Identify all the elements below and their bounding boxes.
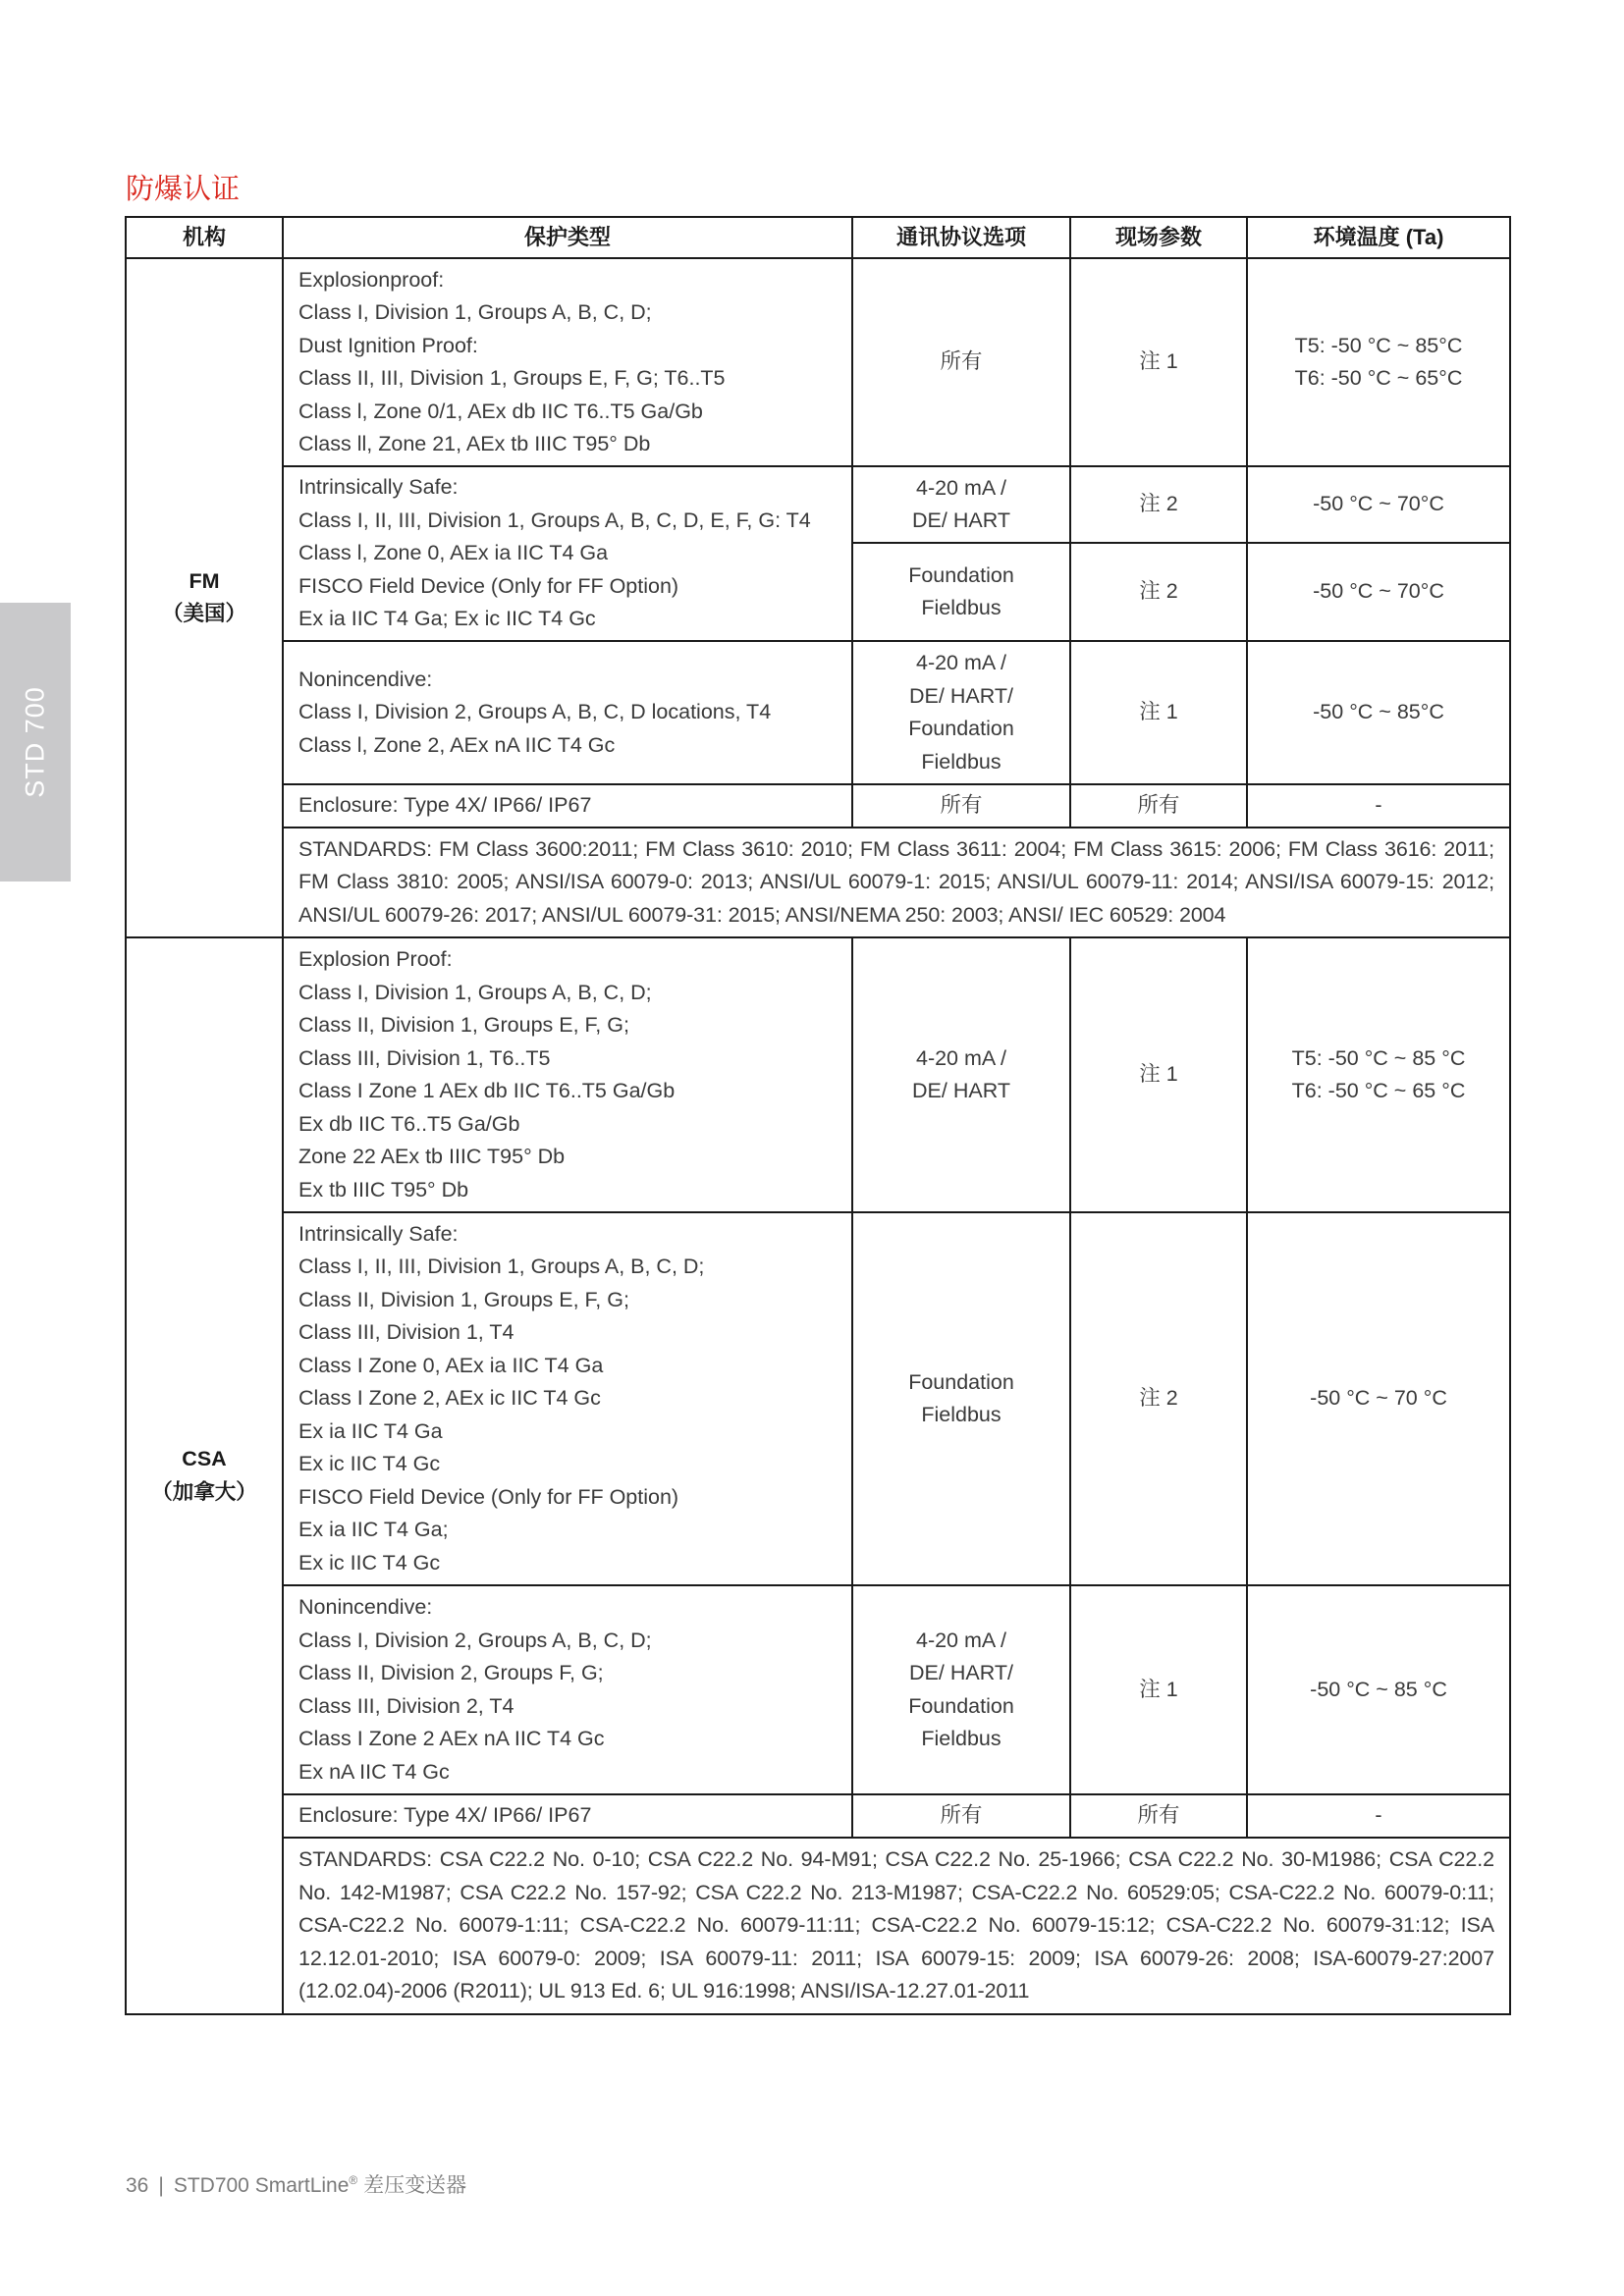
- temp-cell: -50 °C ~ 85°C: [1247, 641, 1510, 784]
- protection-line: Class I, Division 1, Groups A, B, C, D;: [298, 980, 652, 1004]
- header-ambient-temp: 环境温度 (Ta): [1247, 217, 1510, 258]
- protection-line: Explosion Proof:: [298, 947, 453, 971]
- standards-csa: STANDARDS: CSA C22.2 No. 0-10; CSA C22.2 No. 94-M91; CSA C22.2 No. 25-1966; CSA C22.2 No. 30-M1986; CSA C22.2 No. 142-M1987; CSA C22.2 No. 157-92; CSA C22.2 No. 213-M1987; CSA-C22.2 No. 60529:05; CSA-C22.2 No. 60079-0:11; CSA-C22.2 No. 60079-1:11; CSA-C22.2 No. 60079-11:11; CSA-C22.2 No. 60079-15:12; CSA-C22.2 No. 60079-31:12; ISA 12.12.01-2010; ISA 60079-0: 2009; ISA 60079-11: 2011; ISA 60079-15: 2009; ISA 60079-26: 2008; ISA-60079-27:2007 (12.02.04)-2006 (R2011); UL 913 Ed. 6; UL 916:1998; ANSI/ISA-12.27.01-2011: [283, 1838, 1510, 2014]
- field-cell: 注 1: [1070, 258, 1247, 466]
- table-row: [126, 784, 1510, 828]
- protection-line: Class I Zone 1 AEx db IIC T6..T5 Ga/Gb: [298, 1079, 676, 1102]
- protection-line: Class I, II, III, Division 1, Groups A, B, C, D;: [298, 1255, 705, 1279]
- table-row: [126, 641, 1510, 784]
- protocol-line: Foundation: [908, 1693, 1014, 1718]
- temp-cell: -50 °C ~ 85 °C: [1247, 1585, 1510, 1794]
- protection-line: Zone 22 AEx tb IIIC T95° Db: [298, 1145, 566, 1168]
- protocol-line: DE/ HART/: [909, 683, 1013, 708]
- agency-fm: [126, 258, 283, 937]
- protection-line: Explosionproof:: [298, 267, 445, 292]
- table-row: [126, 1585, 1510, 1794]
- protection-line: Nonincendive:: [298, 1595, 433, 1619]
- protocol-cell: [852, 937, 1070, 1212]
- temp-cell: -: [1247, 784, 1510, 828]
- protection-line: Class I, Division 2, Groups A, B, C, D;: [298, 1628, 652, 1652]
- protection-line: Ex nA IIC T4 Gc: [298, 1759, 450, 1784]
- table-row: [126, 466, 1510, 543]
- protection-line: Ex ia IIC T4 Ga;: [298, 1518, 449, 1542]
- protocol-line: Fieldbus: [921, 1403, 1001, 1426]
- agency-region: （加拿大）: [151, 1479, 257, 1504]
- protection-line: Class I, Division 1, Groups A, B, C, D;: [298, 300, 652, 324]
- temp-line: T5: -50 °C ~ 85°C: [1294, 333, 1463, 357]
- protection-line: Ex ia IIC T4 Ga: [298, 1418, 443, 1443]
- protocol-cell: [852, 1212, 1070, 1585]
- protocol-line: Fieldbus: [921, 749, 1001, 774]
- temp-line: T6: -50 °C ~ 65°C: [1294, 366, 1463, 390]
- agency-name: FM: [189, 568, 220, 593]
- agency-name: CSA: [182, 1447, 227, 1470]
- table-row: [126, 1838, 1510, 2014]
- protection-line: Class I, II, III, Division 1, Groups A, B, C, D, E, F, G: T4: [298, 507, 811, 532]
- protection-line: Class III, Division 1, T4: [298, 1320, 514, 1345]
- protocol-line: Foundation: [908, 1369, 1014, 1394]
- field-cell: 注 1: [1070, 1585, 1247, 1794]
- protection-intrinsic: [283, 466, 852, 641]
- header-protocol: 通讯协议选项: [852, 217, 1070, 258]
- protection-line: Class l, Zone 0/1, AEx db IIC T6..T5 Ga/Gb: [298, 399, 703, 423]
- field-cell: 注 2: [1070, 1212, 1247, 1585]
- footer-product-suffix: 差压变送器: [357, 2174, 467, 2197]
- protection-line: Intrinsically Safe:: [298, 475, 459, 500]
- protection-line: Class II, III, Division 1, Groups E, F, G; T6..T5: [298, 366, 726, 390]
- temp-cell: -: [1247, 1794, 1510, 1838]
- protocol-cell: [852, 543, 1070, 641]
- protocol-line: 4-20 mA /: [915, 651, 1006, 674]
- certification-table: [125, 216, 1511, 2015]
- field-cell: 所有: [1070, 1794, 1247, 1838]
- temp-cell: -50 °C ~ 70 °C: [1247, 1212, 1510, 1585]
- standards-fm: STANDARDS: FM Class 3600:2011; FM Class 3610: 2010; FM Class 3611: 2004; FM Class 3615: 2006; FM Class 3616: 2011; FM Class 3810: 2005; ANSI/ISA 60079-0: 2013; ANSI/UL 60079-1: 2015; ANSI/UL 60079-11: 2014; ANSI/ISA 60079-15: 2012; ANSI/UL 60079-26: 2017; ANSI/UL 60079-31: 2015; ANSI/NEMA 250: 2003; ANSI/ IEC 60529: 2004: [283, 828, 1510, 937]
- temp-line: T6: -50 °C ~ 65 °C: [1291, 1079, 1466, 1102]
- protocol-line: DE/ HART: [912, 1079, 1010, 1102]
- protocol-cell: [852, 1585, 1070, 1794]
- protection-line: Class II, Division 1, Groups E, F, G;: [298, 1287, 629, 1311]
- protection-line: Class I Zone 2, AEx ic IIC T4 Gc: [298, 1386, 601, 1411]
- header-agency: 机构: [126, 217, 283, 258]
- table-row: [126, 828, 1510, 937]
- agency-csa: [126, 937, 283, 2014]
- protocol-cell: 所有: [852, 1794, 1070, 1838]
- temp-cell: [1247, 258, 1510, 466]
- enclosure-cell: Enclosure: Type 4X/ IP66/ IP67: [283, 1794, 852, 1838]
- section-title: 防爆认证: [126, 174, 241, 205]
- page-footer: [126, 2169, 466, 2199]
- protection-nonincendive: [283, 1585, 852, 1794]
- protection-line: Class l, Zone 0, AEx ia IIC T4 Ga: [298, 541, 609, 565]
- protection-line: Ex ic IIC T4 Gc: [298, 1452, 441, 1476]
- table-row: [126, 1794, 1510, 1838]
- protocol-line: 4-20 mA /: [915, 1628, 1006, 1652]
- protection-intrinsic: [283, 1212, 852, 1585]
- protection-line: Ex ia IIC T4 Ga; Ex ic IIC T4 Gc: [298, 607, 596, 631]
- enclosure-cell: Enclosure: Type 4X/ IP66/ IP67: [283, 784, 852, 828]
- registered-mark: ®: [349, 2173, 358, 2187]
- protocol-line: DE/ HART/: [909, 1661, 1013, 1684]
- field-cell: 注 1: [1070, 937, 1247, 1212]
- protection-line: Class I Zone 0, AEx ia IIC T4 Ga: [298, 1353, 604, 1377]
- temp-cell: [1247, 937, 1510, 1212]
- protection-line: Class III, Division 1, T6..T5: [298, 1045, 551, 1070]
- protocol-cell: [852, 466, 1070, 543]
- protection-line: Ex db IIC T6..T5 Ga/Gb: [298, 1111, 520, 1136]
- protection-line: Nonincendive:: [298, 667, 433, 691]
- agency-region: （美国）: [161, 602, 246, 625]
- table-header-row: [126, 217, 1510, 258]
- field-cell: 注 1: [1070, 641, 1247, 784]
- page-number: 36: [126, 2174, 149, 2197]
- protection-explosionproof: [283, 937, 852, 1212]
- protocol-line: 4-20 mA /: [915, 475, 1006, 500]
- protocol-cell: 所有: [852, 258, 1070, 466]
- protection-line: Class l, Zone 2, AEx nA IIC T4 Gc: [298, 732, 616, 757]
- protection-line: Class II, Division 2, Groups F, G;: [298, 1661, 604, 1684]
- side-tab: [0, 603, 71, 881]
- protection-line: Ex tb IIIC T95° Db: [298, 1177, 469, 1201]
- table-row: [126, 258, 1510, 466]
- temp-line: T5: -50 °C ~ 85 °C: [1291, 1045, 1466, 1070]
- field-cell: 注 2: [1070, 543, 1247, 641]
- protection-line: Class ll, Zone 21, AEx tb IIIC T95° Db: [298, 432, 651, 455]
- protocol-line: Foundation: [908, 562, 1014, 587]
- protocol-line: Foundation: [908, 717, 1014, 740]
- footer-separator: |: [158, 2174, 164, 2197]
- header-field-parameters: 现场参数: [1070, 217, 1247, 258]
- protocol-cell: [852, 641, 1070, 784]
- table-row: [126, 1212, 1510, 1585]
- protection-line: Intrinsically Safe:: [298, 1221, 459, 1246]
- field-cell: 注 2: [1070, 466, 1247, 543]
- protection-explosionproof: [283, 258, 852, 466]
- field-cell: 所有: [1070, 784, 1247, 828]
- protocol-cell: 所有: [852, 784, 1070, 828]
- protection-line: Class III, Division 2, T4: [298, 1693, 514, 1718]
- temp-cell: -50 °C ~ 70°C: [1247, 466, 1510, 543]
- protection-nonincendive: [283, 641, 852, 784]
- protocol-line: DE/ HART: [912, 508, 1010, 532]
- side-tab-label: STD 700: [20, 686, 50, 798]
- protection-line: Ex ic IIC T4 Gc: [298, 1550, 441, 1575]
- protection-line: Class I, Division 2, Groups A, B, C, D locations, T4: [298, 700, 772, 724]
- protection-line: FISCO Field Device (Only for FF Option): [298, 573, 679, 598]
- protocol-line: Fieldbus: [921, 596, 1001, 619]
- protection-line: Dust Ignition Proof:: [298, 333, 478, 357]
- header-protection-type: 保护类型: [283, 217, 852, 258]
- temp-cell: -50 °C ~ 70°C: [1247, 543, 1510, 641]
- protocol-line: Fieldbus: [921, 1727, 1001, 1750]
- footer-product: STD700 SmartLine: [173, 2174, 350, 2197]
- protection-line: Class I Zone 2 AEx nA IIC T4 Gc: [298, 1727, 605, 1750]
- protection-line: Class II, Division 1, Groups E, F, G;: [298, 1013, 629, 1037]
- protocol-line: 4-20 mA /: [915, 1045, 1006, 1070]
- protection-line: FISCO Field Device (Only for FF Option): [298, 1484, 679, 1509]
- table-row: [126, 937, 1510, 1212]
